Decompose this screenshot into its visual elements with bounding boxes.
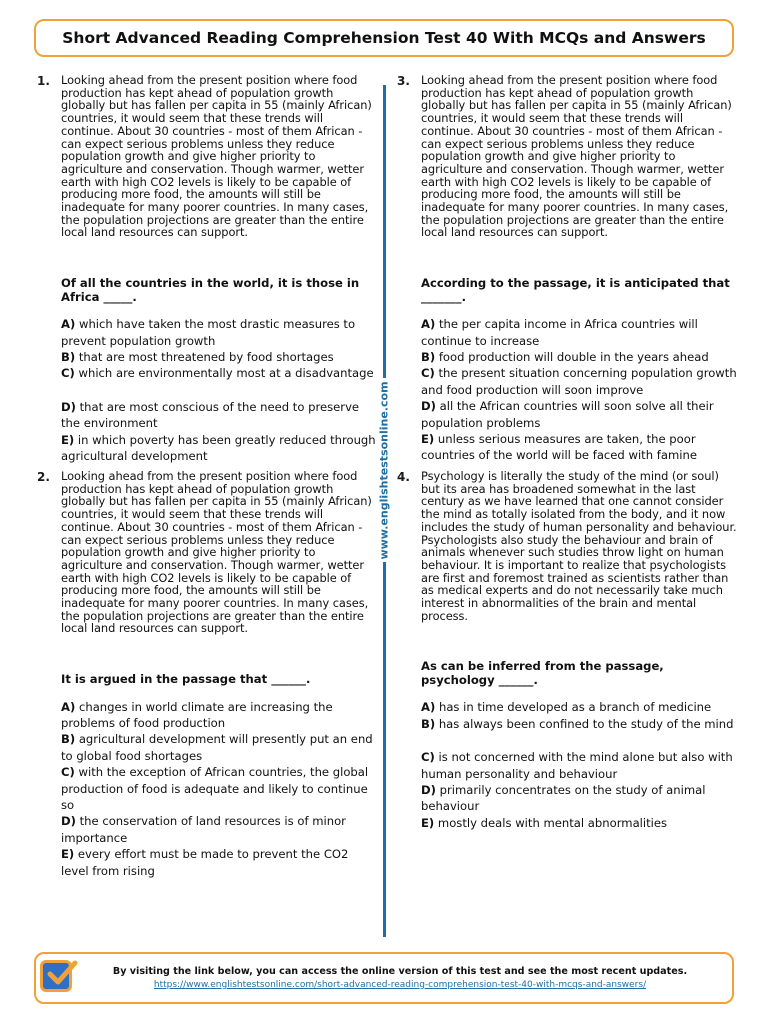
option-b[interactable] <box>421 716 737 732</box>
option-text: changes in world climate are increasing the problems of food production <box>61 699 333 731</box>
options-list <box>61 699 377 879</box>
option-letter: B) <box>61 349 76 364</box>
option-text: has always been confined to the study of the mind <box>438 716 734 731</box>
option-text: the conservation of land resources is of minor importance <box>61 814 346 845</box>
question-stem: It is argued in the passage that ______. <box>61 672 311 687</box>
options-list <box>421 699 737 831</box>
option-letter: D) <box>421 783 436 798</box>
option-letter: C) <box>421 366 435 381</box>
page-title: Short Advanced Reading Comprehension Test 40 With MCQs and Answers <box>34 19 734 57</box>
option-text: agricultural development will presently put an end to global food shortages <box>61 732 373 763</box>
passage: Psychology is literally the study of the mind (or soul) but its area has broadened somewhat in the last century as we have learned that one cannot consider the mind as totally isolated from the body, and it now includes the study of human personality and behaviour. Psychologists also study the behaviour and brain of animals whenever such studies throw light on human behaviour. It is important to realize that psychologists are first and foremost trained as scientists rather than as medical experts and do not necessarily take much interest in abnormalities of the brain and mental process. <box>421 469 737 623</box>
question-number: 4. <box>397 470 410 484</box>
option-c[interactable] <box>421 365 737 398</box>
option-b[interactable] <box>61 349 377 365</box>
footer-box <box>34 952 734 1004</box>
option-d[interactable] <box>61 813 377 846</box>
passage: Looking ahead from the present position where food production has kept ahead of population growth globally but has fallen per capita in 55 (mainly African) countries, it would seem that these trends will continue. About 30 countries - most of them African - can expect serious problems unless they reduce population growth and give higher priority to agriculture and conservation. Though warmer, wetter earth with high CO2 levels is likely to be capable of producing more food, the amounts will still be inadequate for many poorer countries. In many cases, the population projections are greater than the entire local land resources can support. <box>61 73 372 240</box>
question-1 <box>37 74 377 464</box>
question-4 <box>397 470 737 831</box>
option-letter: D) <box>61 814 76 829</box>
option-letter: D) <box>61 399 76 414</box>
passage: Looking ahead from the present position where food production has kept ahead of population growth globally but has fallen per capita in 55 (mainly African) countries, it would seem that these trends will continue. About 30 countries - most of them African - can expect serious problems unless they reduce population growth and give higher priority to agriculture and conservation. Though warmer, wetter earth with high CO2 levels is likely to be capable of producing more food, the amounts will still be inadequate for many poorer countries. In many cases, the population projections are greater than the entire local land resources can support. <box>61 469 372 636</box>
footer-text: By visiting the link below, you can access the online version of this test and see the most recent updates. <box>112 966 688 977</box>
option-letter: A) <box>421 317 436 332</box>
option-text: primarily concentrates on the study of animal behaviour <box>421 783 706 814</box>
option-text: that are most conscious of the need to preserve the environment <box>61 399 360 431</box>
passage: Looking ahead from the present position where food production has kept ahead of population growth globally but has fallen per capita in 55 (mainly African) countries, it would seem that these trends will continue. About 30 countries - most of them African - can expect serious problems unless they reduce population growth and give higher priority to agriculture and conservation. Though warmer, wetter earth with high CO2 levels is likely to be capable of producing more food, the amounts will still be inadequate for many poorer countries. In many cases, the population projections are greater than the entire local land resources can support. <box>421 73 732 240</box>
option-letter: E) <box>61 847 75 862</box>
question-number: 2. <box>37 470 50 484</box>
option-letter: D) <box>421 399 436 414</box>
option-letter: C) <box>421 750 435 765</box>
option-text: every effort must be made to prevent the CO2 level from rising <box>61 847 349 878</box>
option-text: the present situation concerning population growth and food production will soon improve <box>421 366 737 397</box>
options-list <box>61 316 377 464</box>
option-d[interactable] <box>421 782 737 815</box>
option-b[interactable] <box>61 731 377 764</box>
option-c[interactable] <box>61 764 377 813</box>
question-stem: Of all the countries in the world, it is those in Africa _____. <box>61 276 360 304</box>
option-letter: E) <box>421 431 435 446</box>
option-text: with the exception of African countries, the global production of food is adequate and likely to continue so <box>61 765 369 813</box>
option-a[interactable] <box>61 699 377 732</box>
checkbox-icon <box>40 960 72 992</box>
option-b[interactable] <box>421 349 737 365</box>
question-stem: According to the passage, it is anticipated that _______. <box>421 276 730 304</box>
option-a[interactable] <box>421 699 737 715</box>
option-a[interactable] <box>421 316 737 349</box>
option-letter: A) <box>61 317 76 332</box>
option-text: mostly deals with mental abnormalities <box>437 815 668 830</box>
option-e[interactable] <box>61 432 377 465</box>
option-letter: E) <box>421 815 435 830</box>
option-letter: B) <box>421 716 436 731</box>
question-number: 1. <box>37 74 50 88</box>
option-text: that are most threatened by food shortages <box>78 349 334 364</box>
footer-link[interactable]: https://www.englishtestsonline.com/short-advanced-reading-comprehension-test-40-with-mcqs-and-answers/ <box>153 980 647 990</box>
option-letter: C) <box>61 366 75 381</box>
option-e[interactable] <box>421 815 737 831</box>
options-list <box>421 316 737 464</box>
question-2 <box>37 470 377 879</box>
option-letter: A) <box>61 699 76 714</box>
option-text: in which poverty has been greatly reduced through agricultural development <box>61 432 376 463</box>
option-letter: B) <box>421 349 436 364</box>
option-text: unless serious measures are taken, the poor countries of the world will be faced with famine <box>421 431 697 463</box>
option-c[interactable] <box>421 749 737 782</box>
question-stem: As can be inferred from the passage, psychology ______. <box>421 659 664 687</box>
option-c[interactable] <box>61 365 377 381</box>
option-letter: E) <box>61 432 75 447</box>
question-3 <box>397 74 737 464</box>
option-text: which are environmentally most at a disadvantage <box>78 366 374 381</box>
option-letter: A) <box>421 700 436 715</box>
checkmark-icon <box>45 959 79 989</box>
option-text: food production will double in the years ahead <box>438 349 709 364</box>
option-text: is not concerned with the mind alone but also with human personality and behaviour <box>421 750 733 781</box>
option-text: which have taken the most drastic measures to prevent population growth <box>61 317 356 348</box>
site-label: www.englishtestsonline.com <box>377 380 391 560</box>
option-text: all the African countries will soon solve all their population problems <box>421 399 714 430</box>
option-a[interactable] <box>61 316 377 349</box>
option-text: the per capita income in Africa countries will continue to increase <box>421 317 698 348</box>
option-text: has in time developed as a branch of medicine <box>438 700 712 715</box>
question-number: 3. <box>397 74 410 88</box>
option-letter: B) <box>61 732 76 747</box>
option-d[interactable] <box>421 398 737 431</box>
option-d[interactable] <box>61 399 377 432</box>
site-watermark <box>377 378 391 562</box>
option-e[interactable] <box>61 846 377 879</box>
option-letter: C) <box>61 765 75 780</box>
option-e[interactable] <box>421 431 737 464</box>
